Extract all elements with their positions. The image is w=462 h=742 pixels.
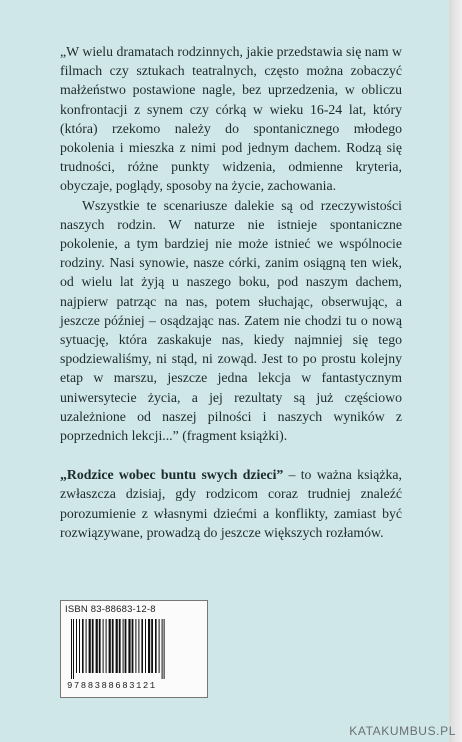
barcode-bar <box>125 619 127 673</box>
barcode-bar <box>112 619 114 673</box>
barcode-bar <box>145 619 146 673</box>
isbn-label: ISBN 83-88683-12-8 <box>65 604 156 615</box>
barcode-bar <box>99 619 101 673</box>
barcode-bar <box>76 619 77 673</box>
isbn-barcode <box>60 600 208 698</box>
barcode-bar <box>162 619 163 679</box>
barcode-bar <box>103 619 104 673</box>
barcode-bar <box>155 619 157 673</box>
barcode-bar <box>132 619 134 673</box>
barcode-bar <box>119 619 121 673</box>
barcode-bars <box>69 619 199 679</box>
barcode-bar <box>86 619 87 673</box>
barcode-bar <box>159 619 160 673</box>
barcode-bar <box>141 619 143 673</box>
barcode-bar <box>73 619 74 679</box>
page-edge <box>449 0 462 742</box>
barcode-bar <box>82 619 84 673</box>
barcode-bar <box>123 619 124 673</box>
quote-paragraph-1: „W wielu dramatach rodzinnych, jakie przedstawia się nam w filmach czy sztukach teatralnych, często można zobaczyć małżeństwo postawione nagle, bez uprzedzenia, w obliczu konfrontacji z synem czy córką w wieku 16-24 lat, który (która) rzekomo należy do spontanicznego młodego pokolenia i mieszka z nimi pod jednym dachem. Rodzą się trudności, różne punkty widzenia, odmienne kryteria, obyczaje, poglądy, sposoby na życie, zachowania. <box>60 44 402 194</box>
promo-paragraph <box>60 465 402 542</box>
barcode-digits: 9788388683121 <box>67 681 157 691</box>
barcode-bar <box>92 619 94 673</box>
barcode-bar <box>96 619 98 673</box>
barcode-bar <box>135 619 136 673</box>
promo-text: – to ważna książka, zwłaszcza dzisiaj, gdy rodzicom coraz trudniej znaleźć porozumienie z własnymi dziećmi a konflikty, zamiast być rozwiązywane, prowadzą do jeszcze większych rozłamów. <box>60 467 402 540</box>
barcode-bar <box>148 619 150 673</box>
blurb-text <box>60 42 402 542</box>
barcode-bar <box>116 619 118 673</box>
watermark-text: KATAKUMBUS.PL <box>349 724 456 738</box>
barcode-bar <box>109 619 111 673</box>
barcode-bar <box>106 619 107 673</box>
quote-paragraph-2: Wszystkie te scenariusze dalekie są od rzeczywistości naszych rodzin. W naturze nie istnieje spontaniczne pokolenie, a tym bardziej nie może istnieć we wspólnocie rodziny. Nasi synowie, nasze córki, zanim osiągną ten wiek, od wielu lat żyją u naszego boku, pod naszym dachem, najpierw patrząc na nas, potem słuchając, obserwując, a jeszcze później – osądzając nas. Zatem nie chodzi tu o nową sytuację, która zaskakuje nas, kiedy najmniej się tego spodziewaliśmy, ni stąd, ni zowąd. Jest to po prostu kolejny etap w marszu, jeszcze jedna lekcja w fantastycznym uniwersytecie życia, a jej rezultaty są już częściowo uzależnione od naszej pilności i naszych wyników z poprzednich lekcji...” (fragment książki). <box>60 197 402 444</box>
barcode-bar <box>71 619 72 679</box>
barcode-bar <box>79 619 80 673</box>
barcode-bar <box>89 619 91 673</box>
barcode-bar <box>164 619 165 679</box>
barcode-bar <box>138 619 139 673</box>
barcode-bar <box>151 619 153 673</box>
book-title-bold: „Rodzice wobec buntu swych dzieci” <box>60 467 284 483</box>
barcode-bar <box>128 619 130 673</box>
